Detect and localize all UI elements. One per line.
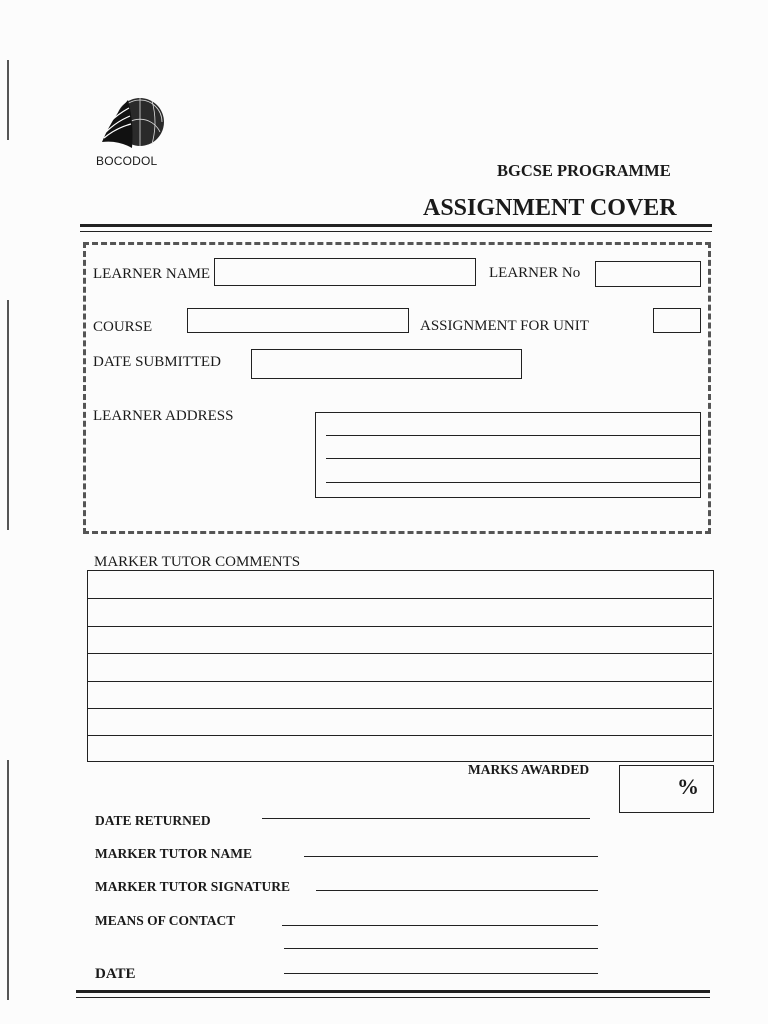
marker-tutor-name-label: MARKER TUTOR NAME [95,846,253,861]
globe-book-icon [98,92,168,154]
course-field[interactable] [187,308,409,333]
header-rule [80,224,712,232]
bocodol-logo [96,92,176,172]
marks-awarded-field[interactable] [619,765,714,813]
marker-tutor-signature-label: MARKER TUTOR SIGNATURE [95,879,291,894]
comment-line [88,598,712,599]
address-line [326,482,700,483]
marks-awarded-label: MARKS AWARDED [468,762,590,777]
assignment-unit-field[interactable] [653,308,701,333]
means-of-contact-line-2[interactable] [284,948,598,949]
margin-mark [7,60,9,140]
comments-box[interactable] [87,570,714,762]
course-label: COURSE [93,319,153,335]
learner-no-field[interactable] [595,261,701,287]
comment-line [88,735,712,736]
date-returned-label: DATE RETURNED [95,813,211,828]
address-line [326,458,700,459]
date-submitted-field[interactable] [251,349,522,379]
date-label: DATE [95,966,136,982]
comment-line [88,708,712,709]
comment-line [88,681,712,682]
percent-sign: % [677,774,699,799]
date-line[interactable] [284,973,598,974]
comment-line [88,653,712,654]
learner-name-label: LEARNER NAME [93,266,211,282]
address-line [326,435,700,436]
comments-label: MARKER TUTOR COMMENTS [94,554,301,570]
learner-no-label: LEARNER No [489,265,581,281]
learner-address-label: LEARNER ADDRESS [93,408,234,424]
learner-name-field[interactable] [214,258,476,286]
assignment-for-unit-label: ASSIGNMENT FOR UNIT [420,318,589,334]
page-title: ASSIGNMENT COVER [423,195,677,221]
marker-tutor-name-line[interactable] [304,856,598,857]
date-submitted-label: DATE SUBMITTED [93,354,221,370]
date-returned-line[interactable] [262,818,590,819]
marker-tutor-signature-line[interactable] [316,890,598,891]
means-of-contact-line[interactable] [282,925,598,926]
means-of-contact-label: MEANS OF CONTACT [95,913,236,928]
learner-address-field[interactable] [315,412,701,498]
logo-text: BOCODOL [96,154,158,168]
comment-line [88,626,712,627]
margin-mark [7,760,9,1000]
footer-rule [76,990,710,998]
margin-mark [7,300,9,530]
programme-heading: BGCSE PROGRAMME [497,161,671,180]
